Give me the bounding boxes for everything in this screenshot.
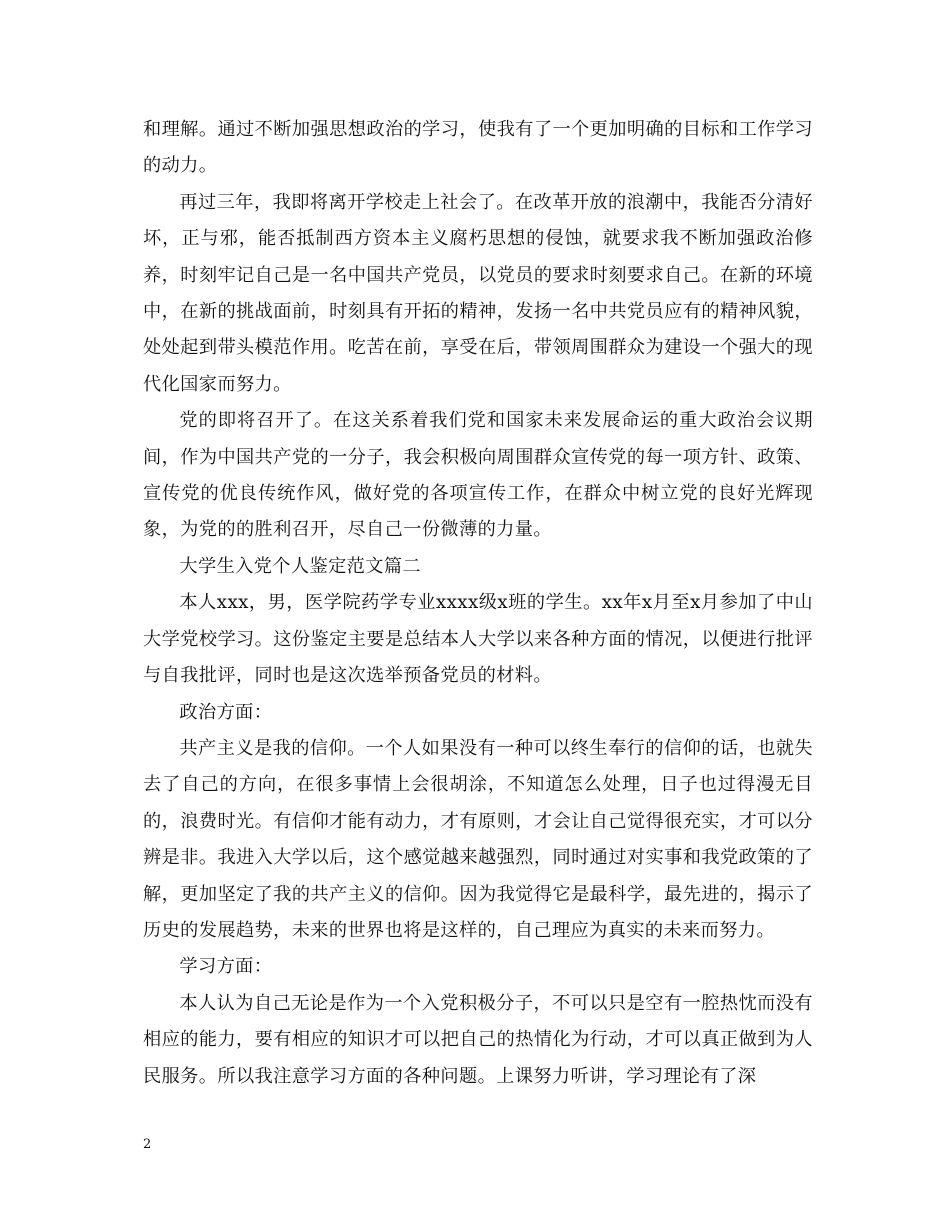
paragraph-party-congress: 党的即将召开了。在这关系着我们党和国家未来发展命运的重大政治会议期间，作为中国共产党的一分子，我会积极向周围群众宣传党的每一项方针、政策、宣传党的优良传统作风，做好党的各项宣传工作，在群众中树立党的良好光辉现象，为党的的胜利召开，尽自己一份微薄的力量。 [143, 410, 813, 541]
subheading-study: 学习方面： [179, 956, 273, 978]
section-heading-part-two: 大学生入党个人鉴定范文篇二 [179, 555, 422, 577]
page-number: 2 [143, 1137, 152, 1152]
subheading-politics: 政治方面： [179, 701, 273, 723]
paragraph-continuation: 和理解。通过不断加强思想政治的学习，使我有了一个更加明确的目标和工作学习的动力。 [143, 119, 813, 177]
document-body [143, 112, 813, 1095]
paragraph-self-introduction: 本人xxx，男，医学院药学专业xxxx级x班的学生。xx年x月至x月参加了中山大学党校学习。这份鉴定主要是总结本人大学以来各种方面的情况，以便进行批评与自我批评，同时也是这次选举预备党员的材料。 [143, 592, 813, 687]
paragraph-study: 本人认为自己无论是作为一个入党积极分子，不可以只是空有一腔热忱而没有相应的能力，要有相应的知识才可以把自己的热情化为行动，才可以真正做到为人民服务。所以我注意学习方面的各种问题。上课努力听讲，学习理论有了深 [143, 992, 813, 1087]
paragraph-belief: 共产主义是我的信仰。一个人如果没有一种可以终生奉行的信仰的话，也就失去了自己的方向，在很多事情上会很胡涂，不知道怎么处理，日子也过得漫无目的，浪费时光。有信仰才能有动力，才有原则，才会让自己觉得很充实，才可以分辨是非。我进入大学以后，这个感觉越来越强烈，同时通过对实事和我党政策的了解，更加坚定了我的共产主义的信仰。因为我觉得它是最科学，最先进的，揭示了历史的发展趋势，未来的世界也将是这样的，自己理应为真实的未来而努力。 [143, 737, 813, 941]
paragraph-future-plans: 再过三年，我即将离开学校走上社会了。在改革开放的浪潮中，我能否分清好坏，正与邪，能否抵制西方资本主义腐朽思想的侵蚀，就要求我不断加强政治修养，时刻牢记自己是一名中国共产党员，以党员的要求时刻要求自己。在新的环境中，在新的挑战面前，时刻具有开拓的精神，发扬一名中共党员应有的精神风貌，处处起到带头模范作用。吃苦在前，享受在后，带领周围群众为建设一个强大的现代化国家而努力。 [143, 191, 813, 395]
